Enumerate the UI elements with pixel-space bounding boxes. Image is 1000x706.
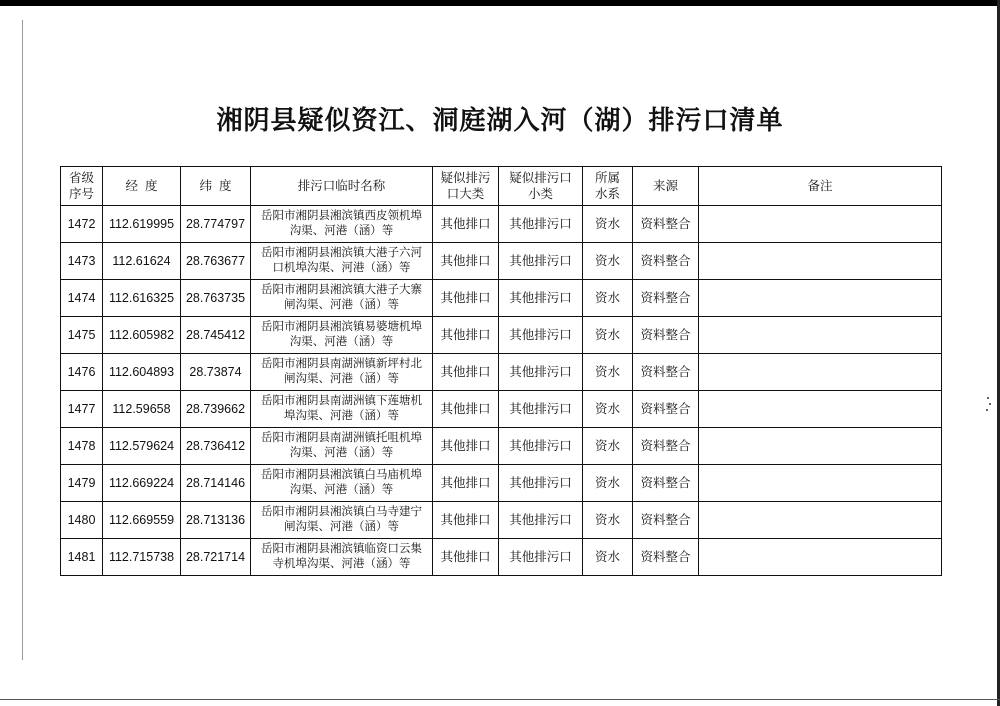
cell-water-system: 资水 bbox=[583, 206, 633, 243]
cell-water-system: 资水 bbox=[583, 280, 633, 317]
cell-longitude: 112.715738 bbox=[103, 539, 181, 576]
cell-water-system: 资水 bbox=[583, 428, 633, 465]
cell-minor-type: 其他排污口 bbox=[499, 206, 583, 243]
header-major-type bbox=[433, 167, 499, 206]
cell-source: 资料整合 bbox=[633, 354, 699, 391]
cell-seq: 1479 bbox=[61, 465, 103, 502]
cell-source: 资料整合 bbox=[633, 206, 699, 243]
cell-latitude: 28.774797 bbox=[181, 206, 251, 243]
cell-longitude: 112.61624 bbox=[103, 243, 181, 280]
cell-major-type: 其他排口 bbox=[433, 206, 499, 243]
cell-major-type: 其他排口 bbox=[433, 465, 499, 502]
cell-minor-type: 其他排污口 bbox=[499, 391, 583, 428]
cell-remark bbox=[699, 206, 942, 243]
cell-longitude: 112.669559 bbox=[103, 502, 181, 539]
header-seq-line1: 省级 bbox=[68, 171, 94, 185]
cell-name bbox=[251, 280, 433, 317]
cell-name bbox=[251, 243, 433, 280]
header-system-line1: 所属 bbox=[594, 171, 620, 185]
cell-water-system: 资水 bbox=[583, 539, 633, 576]
cell-water-system: 资水 bbox=[583, 465, 633, 502]
cell-name-line1: 岳阳市湘阴县湘滨镇白马庙机埠 bbox=[261, 469, 422, 481]
cell-major-type: 其他排口 bbox=[433, 391, 499, 428]
cell-seq: 1477 bbox=[61, 391, 103, 428]
cell-latitude: 28.73874 bbox=[181, 354, 251, 391]
cell-water-system: 资水 bbox=[583, 317, 633, 354]
table-row bbox=[61, 391, 942, 428]
cell-longitude: 112.605982 bbox=[103, 317, 181, 354]
table-row bbox=[61, 206, 942, 243]
scan-border-bottom bbox=[0, 699, 1000, 700]
cell-name-line1: 岳阳市湘阴县南湖洲镇新坪村北 bbox=[261, 358, 422, 370]
cell-remark bbox=[699, 502, 942, 539]
cell-name bbox=[251, 317, 433, 354]
cell-name-line2: 闸沟渠、河港（涵）等 bbox=[284, 373, 399, 385]
cell-longitude: 112.604893 bbox=[103, 354, 181, 391]
cell-seq: 1472 bbox=[61, 206, 103, 243]
cell-source: 资料整合 bbox=[633, 465, 699, 502]
cell-minor-type: 其他排污口 bbox=[499, 280, 583, 317]
cell-name-line2: 闸沟渠、河港（涵）等 bbox=[284, 521, 399, 533]
cell-minor-type: 其他排污口 bbox=[499, 465, 583, 502]
cell-water-system: 资水 bbox=[583, 354, 633, 391]
cell-remark bbox=[699, 539, 942, 576]
cell-minor-type: 其他排污口 bbox=[499, 243, 583, 280]
cell-longitude: 112.579624 bbox=[103, 428, 181, 465]
cell-longitude: 112.616325 bbox=[103, 280, 181, 317]
cell-latitude: 28.745412 bbox=[181, 317, 251, 354]
cell-longitude: 112.59658 bbox=[103, 391, 181, 428]
cell-longitude: 112.669224 bbox=[103, 465, 181, 502]
cell-latitude: 28.713136 bbox=[181, 502, 251, 539]
cell-name-line2: 沟渠、河港（涵）等 bbox=[289, 336, 394, 348]
cell-name bbox=[251, 354, 433, 391]
cell-minor-type: 其他排污口 bbox=[499, 539, 583, 576]
cell-source: 资料整合 bbox=[633, 391, 699, 428]
document-title: 湘阴县疑似资江、洞庭湖入河（湖）排污口清单 bbox=[216, 106, 784, 136]
cell-name-line1: 岳阳市湘阴县湘滨镇白马寺建宁 bbox=[261, 506, 422, 518]
cell-source: 资料整合 bbox=[633, 428, 699, 465]
scan-speck bbox=[986, 395, 992, 415]
table-row bbox=[61, 502, 942, 539]
cell-seq: 1481 bbox=[61, 539, 103, 576]
cell-minor-type: 其他排污口 bbox=[499, 317, 583, 354]
cell-remark bbox=[699, 317, 942, 354]
cell-remark bbox=[699, 354, 942, 391]
cell-name-line1: 岳阳市湘阴县湘滨镇大港子六河 bbox=[261, 247, 422, 259]
cell-name-line2: 闸沟渠、河港（涵）等 bbox=[284, 299, 399, 311]
cell-name-line2: 寺机埠沟渠、河港（涵）等 bbox=[272, 558, 411, 570]
header-water-system bbox=[583, 167, 633, 206]
cell-longitude: 112.619995 bbox=[103, 206, 181, 243]
cell-source: 资料整合 bbox=[633, 539, 699, 576]
outfall-table bbox=[60, 166, 942, 576]
header-major-line1: 疑似排污 bbox=[440, 171, 491, 185]
cell-major-type: 其他排口 bbox=[433, 354, 499, 391]
cell-name-line1: 岳阳市湘阴县湘滨镇临资口云集 bbox=[261, 543, 422, 555]
cell-source: 资料整合 bbox=[633, 243, 699, 280]
header-minor-line1: 疑似排污口 bbox=[509, 171, 572, 185]
cell-latitude: 28.736412 bbox=[181, 428, 251, 465]
cell-name-line1: 岳阳市湘阴县南湖洲镇下莲塘机 bbox=[261, 395, 422, 407]
cell-major-type: 其他排口 bbox=[433, 280, 499, 317]
cell-seq: 1473 bbox=[61, 243, 103, 280]
cell-latitude: 28.739662 bbox=[181, 391, 251, 428]
cell-remark bbox=[699, 243, 942, 280]
cell-name-line1: 岳阳市湘阴县南湖洲镇托咀机埠 bbox=[261, 432, 422, 444]
table-row bbox=[61, 280, 942, 317]
cell-name-line1: 岳阳市湘阴县湘滨镇大港子大寨 bbox=[261, 284, 422, 296]
cell-remark bbox=[699, 391, 942, 428]
cell-seq: 1475 bbox=[61, 317, 103, 354]
cell-name-line2: 沟渠、河港（涵）等 bbox=[289, 484, 394, 496]
header-latitude: 纬 度 bbox=[181, 167, 251, 206]
cell-minor-type: 其他排污口 bbox=[499, 354, 583, 391]
cell-source: 资料整合 bbox=[633, 502, 699, 539]
scan-border-top bbox=[0, 0, 1000, 6]
cell-water-system: 资水 bbox=[583, 391, 633, 428]
cell-water-system: 资水 bbox=[583, 243, 633, 280]
cell-seq: 1476 bbox=[61, 354, 103, 391]
cell-name-line2: 沟渠、河港（涵）等 bbox=[289, 447, 394, 459]
cell-seq: 1474 bbox=[61, 280, 103, 317]
cell-minor-type: 其他排污口 bbox=[499, 428, 583, 465]
cell-water-system: 资水 bbox=[583, 502, 633, 539]
header-system-line2: 水系 bbox=[594, 187, 620, 201]
table-header-row bbox=[61, 167, 942, 206]
cell-name bbox=[251, 206, 433, 243]
cell-remark bbox=[699, 428, 942, 465]
cell-major-type: 其他排口 bbox=[433, 502, 499, 539]
cell-major-type: 其他排口 bbox=[433, 428, 499, 465]
header-minor-type bbox=[499, 167, 583, 206]
cell-name-line2: 沟渠、河港（涵）等 bbox=[289, 225, 394, 237]
header-longitude: 经 度 bbox=[103, 167, 181, 206]
cell-latitude: 28.763735 bbox=[181, 280, 251, 317]
table-row bbox=[61, 539, 942, 576]
cell-remark bbox=[699, 280, 942, 317]
table-row bbox=[61, 243, 942, 280]
cell-name-line2: 口机埠沟渠、河港（涵）等 bbox=[272, 262, 411, 274]
cell-source: 资料整合 bbox=[633, 280, 699, 317]
cell-major-type: 其他排口 bbox=[433, 243, 499, 280]
cell-name-line1: 岳阳市湘阴县湘滨镇易婆塘机埠 bbox=[261, 321, 422, 333]
cell-seq: 1478 bbox=[61, 428, 103, 465]
header-major-line2: 口大类 bbox=[446, 187, 485, 201]
cell-latitude: 28.721714 bbox=[181, 539, 251, 576]
table-row bbox=[61, 317, 942, 354]
cell-source: 资料整合 bbox=[633, 317, 699, 354]
cell-name-line2: 埠沟渠、河港（涵）等 bbox=[284, 410, 399, 422]
cell-latitude: 28.714146 bbox=[181, 465, 251, 502]
cell-latitude: 28.763677 bbox=[181, 243, 251, 280]
cell-seq: 1480 bbox=[61, 502, 103, 539]
cell-remark bbox=[699, 465, 942, 502]
cell-major-type: 其他排口 bbox=[433, 539, 499, 576]
cell-name bbox=[251, 465, 433, 502]
header-remark: 备注 bbox=[699, 167, 942, 206]
cell-name bbox=[251, 428, 433, 465]
cell-name-line1: 岳阳市湘阴县湘滨镇西皮领机埠 bbox=[261, 210, 422, 222]
cell-name bbox=[251, 391, 433, 428]
table-row bbox=[61, 354, 942, 391]
table-row bbox=[61, 465, 942, 502]
header-source: 来源 bbox=[633, 167, 699, 206]
header-seq bbox=[61, 167, 103, 206]
cell-name bbox=[251, 502, 433, 539]
table-row bbox=[61, 428, 942, 465]
cell-name bbox=[251, 539, 433, 576]
cell-major-type: 其他排口 bbox=[433, 317, 499, 354]
header-seq-line2: 序号 bbox=[68, 187, 94, 201]
cell-minor-type: 其他排污口 bbox=[499, 502, 583, 539]
header-name: 排污口临时名称 bbox=[251, 167, 433, 206]
header-minor-line2: 小类 bbox=[527, 187, 553, 201]
